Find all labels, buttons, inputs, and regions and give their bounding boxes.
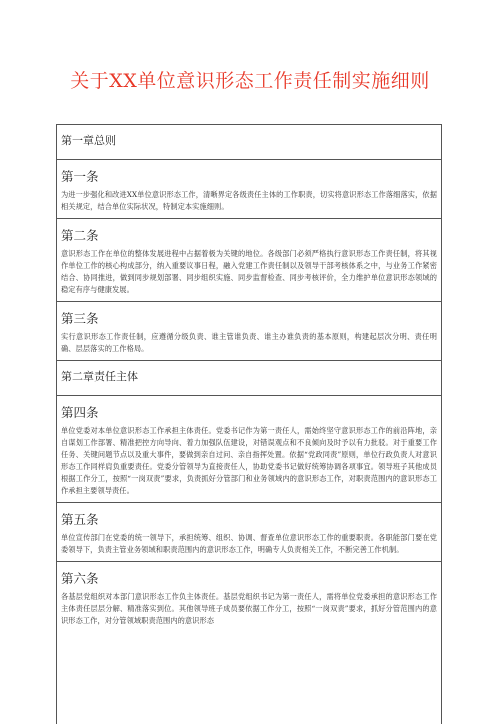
article-block bbox=[57, 301, 441, 360]
article-heading: 第四条 bbox=[61, 405, 99, 420]
article-text: 意识形态工作在单位的整体发展进程中占据着极为关键的地位。各级部门必须严格执行意识形态工作责任制，将其视作单位工作的核心构成部分，纳入重要议事日程，融入党建工作责任制以及领导干部考核体系之中，与业务工作紧密结合、协同推进，做到同步规划部署、同步组织实施、同步监督检查、同步考核评价，全力维护单位意识形态领域的稳定有序与健康发展。 bbox=[61, 249, 437, 294]
article-heading: 第二条 bbox=[61, 228, 99, 243]
article-text: 各基层党组织对本部门意识形态工作负主体责任。基层党组织书记为第一责任人，需将单位党委承担的意识形态工作主体责任层层分解、精准落实到位。其他领导班子成员要依据工作分工，按照“一岗双责”要求，抓好分管范围内的意识形态工作，对分管领域职责范围内的意识形态 bbox=[61, 592, 437, 625]
article-text: 单位宣传部门在党委的统一领导下，承担统筹、组织、协调、督查单位意识形态工作的重要职责。各职能部门要在党委领导下，负责主管业务领域和职责范围内的意识形态工作，明确专人负责相关工作，不断完善工作机制。 bbox=[61, 533, 437, 554]
chapter-heading: 第一章总则 bbox=[61, 134, 116, 147]
article-heading: 第六条 bbox=[61, 571, 99, 586]
article-text: 实行意识形态工作责任制，应遵循分级负责、谁主管谁负责、谁主办谁负责的基本原则，构建起层次分明、责任明确、层层落实的工作格局。 bbox=[61, 332, 437, 353]
document-body bbox=[56, 124, 442, 724]
chapter-heading: 第二章责任主体 bbox=[61, 370, 138, 383]
article-heading: 第一条 bbox=[61, 169, 99, 184]
article-text: 单位党委对本单位意识形态工作承担主体责任。党委书记作为第一责任人，需始终坚守意识形态工作的前沿阵地，亲自谋划工作部署、精准把控方向导向、着力加强队伍建设，对错误观点和不良倾向及时予以有力批驳。对于重要工作任务、关键问题节点以及重大事件，要做到亲自过问、亲自指挥处置。依据“党政同责”原则，单位行政负责人对意识形态工作同样肩负重要责任。党委分管领导为直接责任人，协助党委书记做好统筹协调各项事宜。领导班子其他成员根据工作分工，按照“一岗双责”要求，负责抓好分管部门和业务领域内的意识形态工作，对职责范围内的意识形态工作承担主要领导责任。 bbox=[61, 426, 437, 495]
article-block bbox=[57, 561, 441, 632]
chapter-block bbox=[57, 360, 441, 395]
article-block bbox=[57, 395, 441, 502]
article-block bbox=[57, 159, 441, 218]
article-block bbox=[57, 218, 441, 301]
article-text: 为进一步强化和改进XX单位意识形态工作，清晰界定各级责任主体的工作职责，切实将意识形态工作落细落实，依据相关规定，结合单位实际状况，特制定本实施细则。 bbox=[61, 190, 437, 211]
article-heading: 第五条 bbox=[61, 512, 99, 527]
chapter-block bbox=[57, 125, 441, 159]
article-block bbox=[57, 502, 441, 561]
document-title: 关于XX单位意识形态工作责任制实施细则 bbox=[70, 70, 430, 92]
article-heading: 第三条 bbox=[61, 311, 99, 326]
